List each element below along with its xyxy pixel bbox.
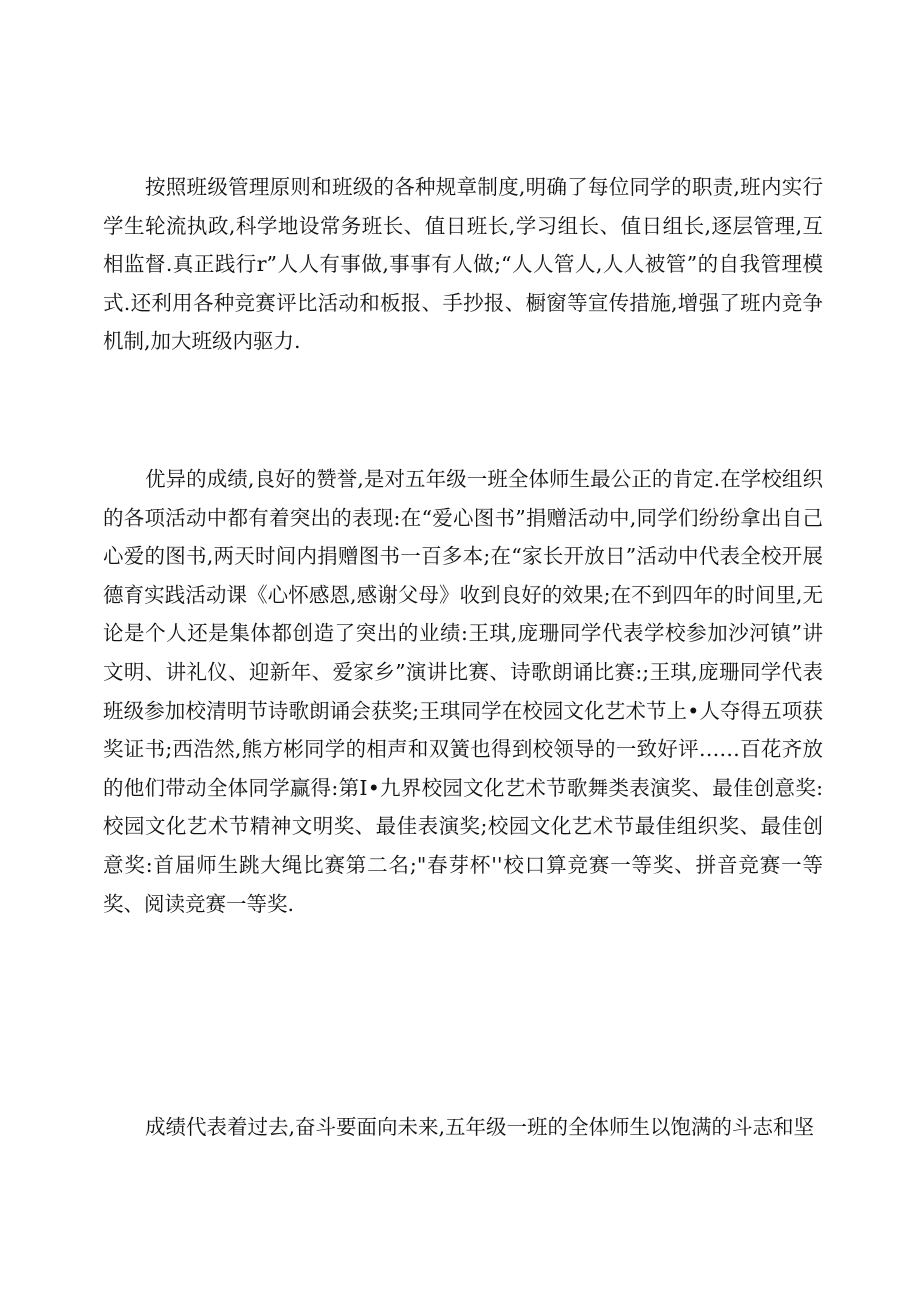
paragraph-future [103, 1108, 823, 1147]
paragraph-text: 优异的成绩,良好的赞誉,是对五年级一班全体师生最公正的肯定.在学校组织的各项活动中都有着突出的表现:在“爱心图书”捐赠活动中,同学们纷纷拿出自己心爱的图书,两天时间内捐赠图书一百多本;在“家长开放日”活动中代表全校开展德育实践活动课《心怀感恩,感谢父母》收到良好的效果;在不到四年的时间里,无论是个人还是集体都创造了突出的业绩:王琪,庞珊同学代表学校参加沙河镇”讲文明、讲礼仪、迎新年、爱家乡”演讲比赛、诗歌朗诵比赛:;王琪,庞珊同学代表班级参加校清明节诗歌朗诵会获奖;王琪同学在校园文化艺术节上•人夺得五项获奖证书;西浩然,熊方彬同学的相声和双簧也得到校领导的一致好评……百花齐放的他们带动全体同学赢得:第Ⅰ•九界校园文化艺术节歌舞类表演奖、最佳创意奖:校园文化艺术节精神文明奖、最佳表演奖;校园文化艺术节最佳组织奖、最佳创意奖:首届师生跳大绳比赛第二名;"春芽杯''校口算竞赛一等奖、拼音竞赛一等奖、阅读竞赛一等奖. [103, 467, 823, 916]
paragraph-achievements [103, 460, 823, 923]
paragraph-class-management [103, 168, 823, 361]
paragraph-text: 按照班级管理原则和班级的各种规章制度,明确了每位同学的职责,班内实行学生轮流执政,科学地设常务班长、值日班长,学习组长、值日组长,逐层管理,互相监督.真正践行r”人人有事做,事事有人做;“人人管人,人人被管”的自我管理模式.还利用各种竞赛评比活动和板报、手抄报、橱窗等宣传措施,增强了班内竞争机制,加大班级内驱力. [103, 175, 823, 354]
paragraph-text: 成绩代表着过去,奋斗要面向未来,五年级一班的全体师生以饱满的斗志和坚 [145, 1115, 815, 1139]
